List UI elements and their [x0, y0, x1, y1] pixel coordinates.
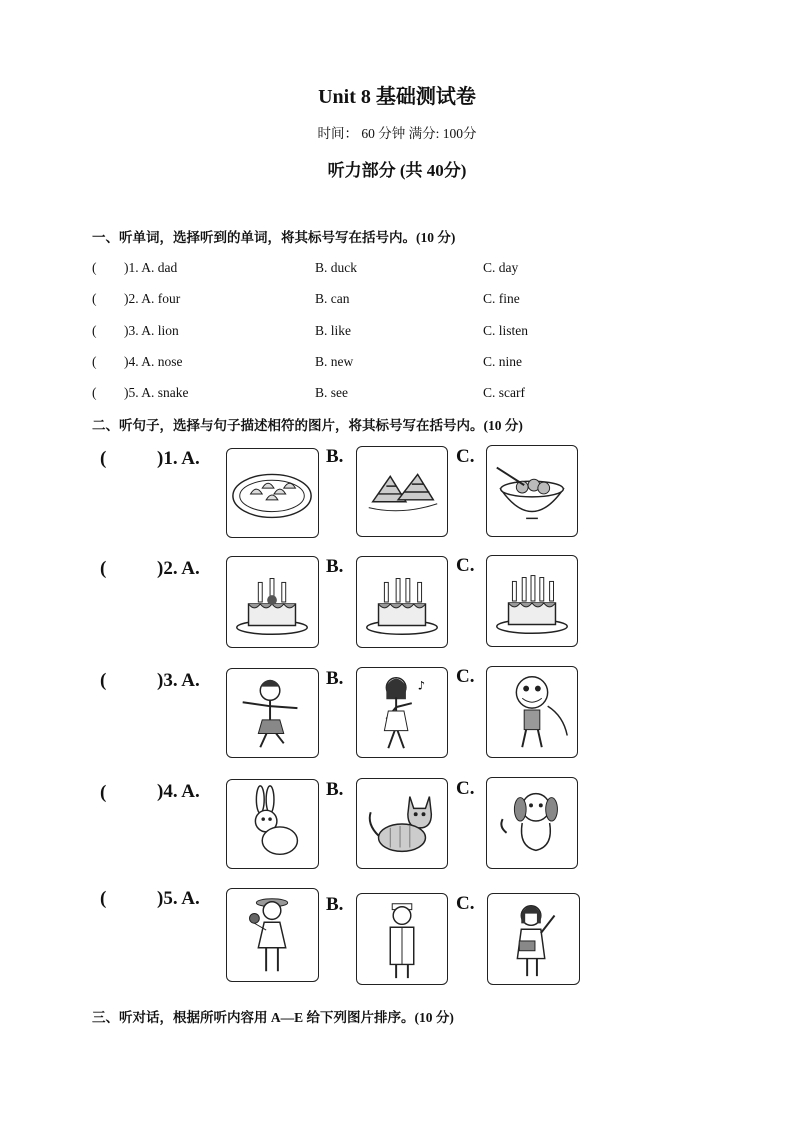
option-b-label: B. — [326, 556, 344, 577]
option-b-label: B. — [326, 894, 344, 915]
part1-question-4: ( )4. A. nose B. new C. nine — [92, 354, 522, 369]
question-number: )2. A. — [157, 558, 200, 579]
cake-4-candles-icon[interactable] — [356, 556, 448, 648]
option-b-label: B. — [326, 668, 344, 689]
answer-paren[interactable]: ( — [92, 354, 97, 369]
girl-with-flower-icon[interactable] — [226, 888, 319, 982]
answer-paren[interactable]: ( — [92, 260, 97, 275]
part3-instruction: 三、听对话，根据所听内容用 A—E 给下列图片排序。(10 分) — [92, 1010, 454, 1025]
option-c-label: C. — [456, 446, 475, 467]
nurse-icon[interactable] — [356, 893, 448, 985]
question-number: )4. A. — [157, 781, 200, 802]
part1-question-5: ( )5. A. snake B. see C. scarf — [92, 385, 525, 400]
part1-question-1: ( )1. A. dad B. duck C. day — [92, 260, 519, 275]
option-c-label: C. — [456, 555, 475, 576]
option-b-label: B. — [326, 446, 344, 467]
question-number: )1. A. — [157, 448, 200, 469]
question-number: )3. A. — [157, 670, 200, 691]
answer-paren[interactable]: ( — [92, 291, 97, 306]
tangyuan-bowl-icon[interactable] — [486, 445, 578, 537]
answer-paren[interactable]: ( — [100, 558, 107, 579]
singing-girl-icon[interactable] — [356, 667, 448, 758]
dog-icon[interactable] — [486, 777, 578, 869]
answer-paren[interactable]: ( — [100, 782, 107, 803]
answer-paren[interactable]: ( — [92, 323, 97, 338]
option-b-label: B. — [326, 779, 344, 800]
option-c-label: C. — [456, 893, 475, 914]
answer-paren[interactable]: ( — [100, 888, 107, 909]
dumplings-icon[interactable] — [226, 448, 319, 538]
lion-dance-icon[interactable] — [486, 666, 578, 758]
zongzi-icon[interactable] — [356, 446, 448, 537]
section-heading: 听力部分 (共 40分) — [327, 161, 467, 180]
teacher-icon[interactable] — [487, 893, 580, 985]
cake-5-candles-icon[interactable] — [486, 555, 578, 647]
page-title: Unit 8 基础测试卷 — [318, 86, 476, 108]
part2-instruction: 二、听句子，选择与句子描述相符的图片，将其标号写在括号内。(10 分) — [92, 418, 523, 433]
dancing-girl-icon[interactable] — [226, 668, 319, 758]
answer-paren[interactable]: ( — [100, 670, 107, 691]
cake-3-candles-icon[interactable] — [226, 556, 319, 648]
option-c-label: C. — [456, 666, 475, 687]
svg-text:♪: ♪ — [417, 678, 426, 693]
option-c-label: C. — [456, 778, 475, 799]
cat-icon[interactable] — [356, 778, 448, 869]
exam-meta: 时间： 60 分钟 满分: 100分 — [317, 126, 477, 141]
rabbit-icon[interactable] — [226, 779, 319, 869]
part1-instruction: 一、听单词，选择听到的单词，将其标号写在括号内。(10 分) — [92, 230, 456, 245]
part1-question-3: ( )3. A. lion B. like C. listen — [92, 323, 529, 338]
answer-paren[interactable]: ( — [100, 448, 107, 469]
question-number: )5. A. — [157, 888, 200, 909]
part1-question-2: ( )2. A. four B. can C. fine — [92, 291, 520, 306]
answer-paren[interactable]: ( — [92, 385, 97, 400]
